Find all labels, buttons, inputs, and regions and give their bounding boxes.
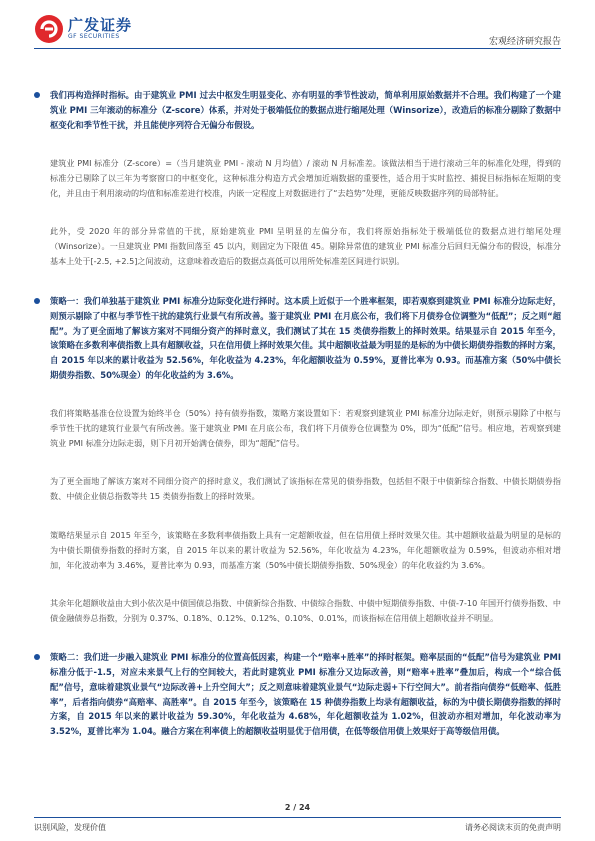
footer-slogan: 识别风险，发现价值 <box>34 823 106 832</box>
page-number: 2 / 24 <box>284 803 311 812</box>
paragraph-strategy-one: 策略一：我们单独基于建筑业 PMI 标准分边际变化进行择时。这本质上近似于一个胜率框架，即若观察到建筑业 PMI 标准分边际走好，则预示剔除了中枢与季节性干扰的建筑行业景气有所改善。鉴于建筑业 PMI 在月底公布，我们将下月债券仓位调整为“低配”；反之则“超配”。为了更全面地了解该方案对不同细分资产的择时意义，我们测试了其在 15 类债券指数上的择时效果。结果显示自 2015 年至今，该策略在多数利率债指数上具有超额收益，只在信用债上择时效果欠佳。其中超额收益最为明显的是标的为中债长期债券指数的择时方案，自 2015 年以来的累计收益为 52.56%，年化收益为 4.23%，年化超额收益为 0.59%，夏普比率为 0.93。而基准方案（50%中债长期债券指数、50%现金）的年化收益约为 3.6%。 <box>50 295 561 380</box>
paragraph-winsorize: 此外，受 2020 年的部分异常值的干扰，原始建筑业 PMI 呈明显的左偏分布，我们将原始指标处于极端低位的数据点进行缩尾处理（Winsorize）。一旦建筑业 PMI 指数回落至 45 以内，则固定为下限值 45。剔除异常值的建筑业 PMI 标准分后回归无偏分布的假设，标准分基本上处于[-2.5, +2.5]之间波动，这意味着改造后的数据点高低可以用所处标准差区间进行识别。 <box>50 226 561 267</box>
main-content <box>34 80 561 747</box>
bullet-item-strategy-two <box>34 650 561 739</box>
paragraph-strategy-one-scope: 为了更全面地了解该方案对不同细分资产的择时意义，我们测试了该指标在常见的债券指数，包括但不限于中债新综合指数、中债长期债券指数、中债企业债总指数等共 15 类债券指数上的择时效果。 <box>50 476 561 502</box>
logo-english-name: GF SECURITIES <box>68 33 120 40</box>
paragraph-strategy-one-setup: 我们将策略基准仓位设置为始终半仓（50%）持有债券指数，策略方案设置如下：若观察到建筑业 PMI 标准分边际走好，则预示剔除了中枢与季节性干扰的建筑行业景气有所改善。鉴于建筑业 PMI 在月底公布，我们将下月债券仓位调整为 0%，即为“低配”信号。相应地，若观察到建筑业 PMI 标准分边际走弱，则下月初开始满仓债券，即为“超配”信号。 <box>50 408 561 449</box>
footer-disclaimer-note: 请务必阅读末页的免责声明 <box>465 823 561 832</box>
company-logo <box>34 12 144 48</box>
paragraph-strategy-two: 策略二：我们进一步融入建筑业 PMI 标准分的位置高低因素，构建一个“赔率+胜率”的择时框架。赔率层面的“低配”信号为建筑业 PMI 标准分低于-1.5，对应未来景气上行的空间较大，若此时建筑业 PMI 标准分又边际改善，则“赔率+胜率”叠加后，构成一个“综合低配”信号，意味着建筑业景气“边际改善+上升空间大”；反之则意味着建筑业景气“边际走弱+下行空间大”。前者指向债券“低赔率、低胜率”，后者指向债券“高赔率、高胜率”。自 2015 年至今，该策略在 15 种债券指数上均录有超额收益，标的为中债长期债券指数的择时方案，自 2015 年以来的累计收益为 59.30%，年化收益为 4.68%，年化超额收益为 1.02%，但波动亦相对增加，年化波动率为 3.52%，夏普比率为 1.04。融合方案在利率债上的超额收益明显优于信用债，在低等级信用债上效果好于高等级信用债。 <box>50 652 561 737</box>
gf-logo-icon <box>34 14 64 44</box>
paragraph-zscore-definition: 建筑业 PMI 标准分（Z-score）=（当月建筑业 PMI - 滚动 N 月均值）/ 滚动 N 月标准差。该做法相当于进行滚动三年的标准化处理，得到的标准分已剔除了以三年为考察窗口的中枢变化，这种标准分构造方式会增加近端数据的重要性，适合用于实时监控、捕捉目标指标在短期的变化，并且由于利用滚动的均值和标准差进行校准，内嵌一定程度上对数据进行了“去趋势”处理，更能反映数据序列的局部特征。 <box>50 158 561 199</box>
paragraph-strategy-one-other-indices: 其余年化超额收益由大到小依次是中债国债总指数、中债新综合指数、中债综合指数、中债中短期债券指数、中债-7-10 年国开行债券指数、中债金融债券总指数，分别为 0.37%、0.18%、0.12%、0.12%、0.10%、0.01%，而该指标在信用债上超额收益并不明显。 <box>50 597 561 623</box>
report-type: 宏观经济研究报告 <box>488 37 561 47</box>
paragraph-indicator-summary: 我们再构造择时指标。由于建筑业 PMI 过去中枢发生明显变化、亦有明显的季节性波动，简单利用原始数据并不合理。我们构建了一个建筑业 PMI 三年滚动的标准分（Z-score）体系，并对处于极端低位的数据点进行缩尾处理（Winsorize），改造后的标准分剔除了数据中枢变化和季节性干扰，并且能使序列符合无偏分布假设。 <box>50 90 561 130</box>
bullet-item-indicator <box>34 88 561 132</box>
page-header <box>34 12 561 52</box>
bullet-item-strategy-one <box>34 294 561 383</box>
footer-divider <box>34 817 561 818</box>
logo-chinese-name: 广发证券 <box>68 16 133 34</box>
header-divider <box>34 48 561 49</box>
paragraph-strategy-one-results: 策略结果显示自 2015 年至今，该策略在多数利率债指数上具有一定超额收益，但在信用债上择时效果欠佳。其中超额收益最为明显的是标的为中债长期债券指数的择时方案，自 2015 年以来的累计收益为 52.56%，年化收益为 4.23%，年化超额收益为 0.59%，但波动亦相对增加，年化波动率为 3.46%，夏普比率为 0.93，而基准方案（50%中债长期债券指数、50%现金）的年化收益约为 3.6%。 <box>50 529 561 570</box>
bullet-icon <box>34 298 40 304</box>
